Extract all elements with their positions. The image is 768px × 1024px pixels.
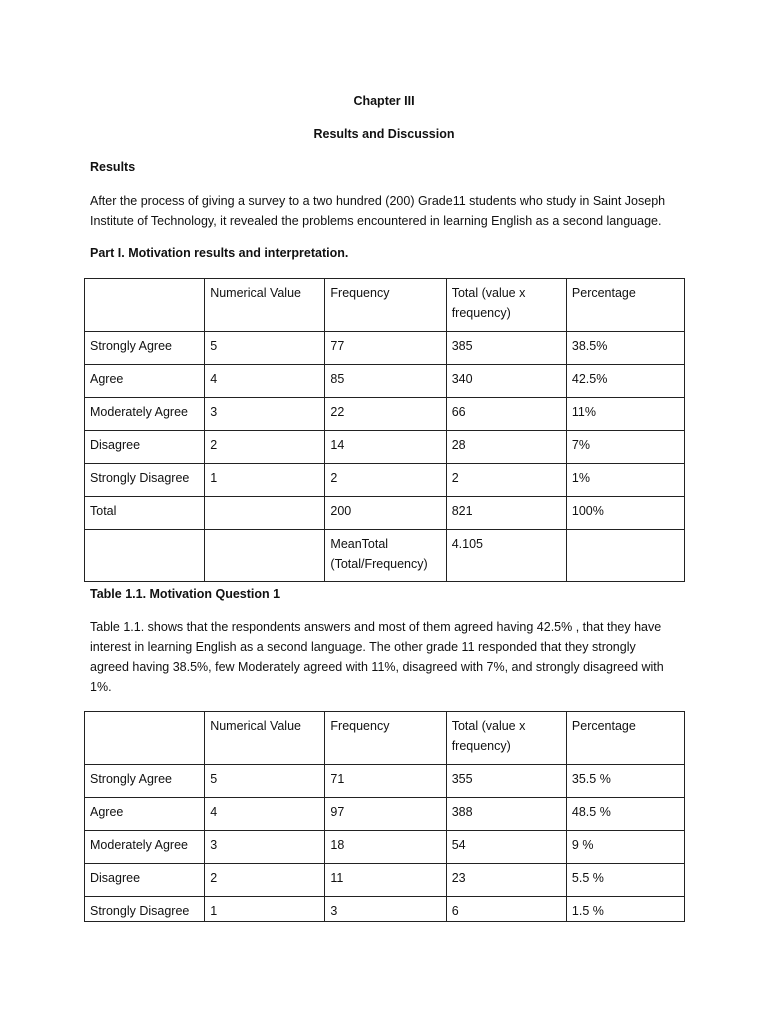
discussion-line: agreed having 38.5%, few Moderately agreed with 11%, disagreed with 7%, and strongly disagreed with	[90, 660, 664, 674]
table-cell: Moderately Agree	[85, 398, 205, 431]
header-cell: Percentage	[566, 279, 684, 332]
table-cell: Moderately Agree	[85, 831, 205, 864]
table-cell: 2	[205, 431, 325, 464]
table-cell: Total	[85, 497, 205, 530]
table-cell	[566, 530, 684, 582]
table-cell	[205, 530, 325, 582]
table-cell: 35.5 %	[566, 765, 684, 798]
table-cell: Agree	[85, 798, 205, 831]
intro-line: Institute of Technology, it revealed the problems encountered in learning English as a second language.	[90, 214, 662, 228]
table-cell: 11	[325, 864, 446, 897]
table-cell: 388	[446, 798, 566, 831]
motivation-table-2	[84, 711, 685, 922]
table-cell: 1	[205, 464, 325, 497]
header-cell: Numerical Value	[205, 279, 325, 332]
table-row	[85, 398, 685, 431]
table-cell: 200	[325, 497, 446, 530]
table-cell: Disagree	[85, 864, 205, 897]
table-row	[85, 464, 685, 497]
table-caption: Table 1.1. Motivation Question 1	[90, 587, 281, 601]
header-cell: Percentage	[566, 712, 684, 765]
table-row	[85, 431, 685, 464]
part-heading: Part I. Motivation results and interpretation.	[90, 246, 349, 260]
table-row-total	[85, 497, 685, 530]
table-cell: 5	[205, 332, 325, 365]
table-cell: 18	[325, 831, 446, 864]
table-cell: 385	[446, 332, 566, 365]
table-row	[85, 831, 685, 864]
table-cell: Disagree	[85, 431, 205, 464]
table-cell: 54	[446, 831, 566, 864]
table-row	[85, 798, 685, 831]
discussion-paragraph	[90, 617, 690, 697]
table-cell: 4.105	[446, 530, 566, 582]
table-cell: 821	[446, 497, 566, 530]
motivation-table-1	[84, 278, 685, 582]
table-cell: 5	[205, 765, 325, 798]
table-cell: 340	[446, 365, 566, 398]
intro-paragraph	[90, 191, 690, 231]
table-cell: 22	[325, 398, 446, 431]
discussion-line: 1%.	[90, 680, 112, 694]
table-cell: 97	[325, 798, 446, 831]
table-cell: 1%	[566, 464, 684, 497]
table-cell: 48.5 %	[566, 798, 684, 831]
table-row	[85, 864, 685, 897]
table-cell: 2	[325, 464, 446, 497]
table-row	[85, 332, 685, 365]
table-row	[85, 365, 685, 398]
table-cell: 77	[325, 332, 446, 365]
header-cell: Total (value x frequency)	[446, 279, 566, 332]
header-cell	[85, 712, 205, 765]
table-cell: 3	[205, 831, 325, 864]
table-cell: 14	[325, 431, 446, 464]
discussion-line: Table 1.1. shows that the respondents answers and most of them agreed having 42.5% , that they have	[90, 620, 662, 634]
header-cell: Frequency	[325, 712, 446, 765]
section-title: Results and Discussion	[313, 127, 455, 141]
results-heading: Results	[90, 160, 136, 174]
table-cell: 3	[325, 897, 446, 922]
table-cell: 355	[446, 765, 566, 798]
table-cell: 3	[205, 398, 325, 431]
intro-line: After the process of giving a survey to a two hundred (200) Grade11 students who study in Saint Joseph	[90, 194, 666, 208]
table-cell: 2	[205, 864, 325, 897]
table-cell: 85	[325, 365, 446, 398]
table-cell: Strongly Disagree	[85, 897, 205, 922]
table-cell: 42.5%	[566, 365, 684, 398]
table-row-mean	[85, 530, 685, 582]
table-cell: 71	[325, 765, 446, 798]
header-cell	[85, 279, 205, 332]
table-cell: 38.5%	[566, 332, 684, 365]
table-row	[85, 765, 685, 798]
table-cell: 7%	[566, 431, 684, 464]
table-row	[85, 897, 685, 922]
header-cell: Total (value x frequency)	[446, 712, 566, 765]
table-cell: 6	[446, 897, 566, 922]
table-cell: 1	[205, 897, 325, 922]
table-header-row	[85, 712, 685, 765]
table-cell: Strongly Agree	[85, 332, 205, 365]
table-cell	[205, 497, 325, 530]
table-cell: 1.5 %	[566, 897, 684, 922]
table-cell: Agree	[85, 365, 205, 398]
table-cell: 23	[446, 864, 566, 897]
table-cell: 4	[205, 798, 325, 831]
discussion-line: interest in learning English as a second language. The other grade 11 responded that they strongly	[90, 640, 636, 654]
table-header-row	[85, 279, 685, 332]
table-cell: 28	[446, 431, 566, 464]
table-cell: 100%	[566, 497, 684, 530]
table-cell: 5.5 %	[566, 864, 684, 897]
header-cell: Numerical Value	[205, 712, 325, 765]
table-cell: 66	[446, 398, 566, 431]
table-cell: 4	[205, 365, 325, 398]
table-cell: 9 %	[566, 831, 684, 864]
table-cell: Strongly Agree	[85, 765, 205, 798]
chapter-title: Chapter III	[353, 94, 415, 108]
header-cell: Frequency	[325, 279, 446, 332]
table-cell: 11%	[566, 398, 684, 431]
table-cell	[85, 530, 205, 582]
table-cell: MeanTotal (Total/Frequency)	[325, 530, 446, 582]
table-cell: 2	[446, 464, 566, 497]
table-cell: Strongly Disagree	[85, 464, 205, 497]
